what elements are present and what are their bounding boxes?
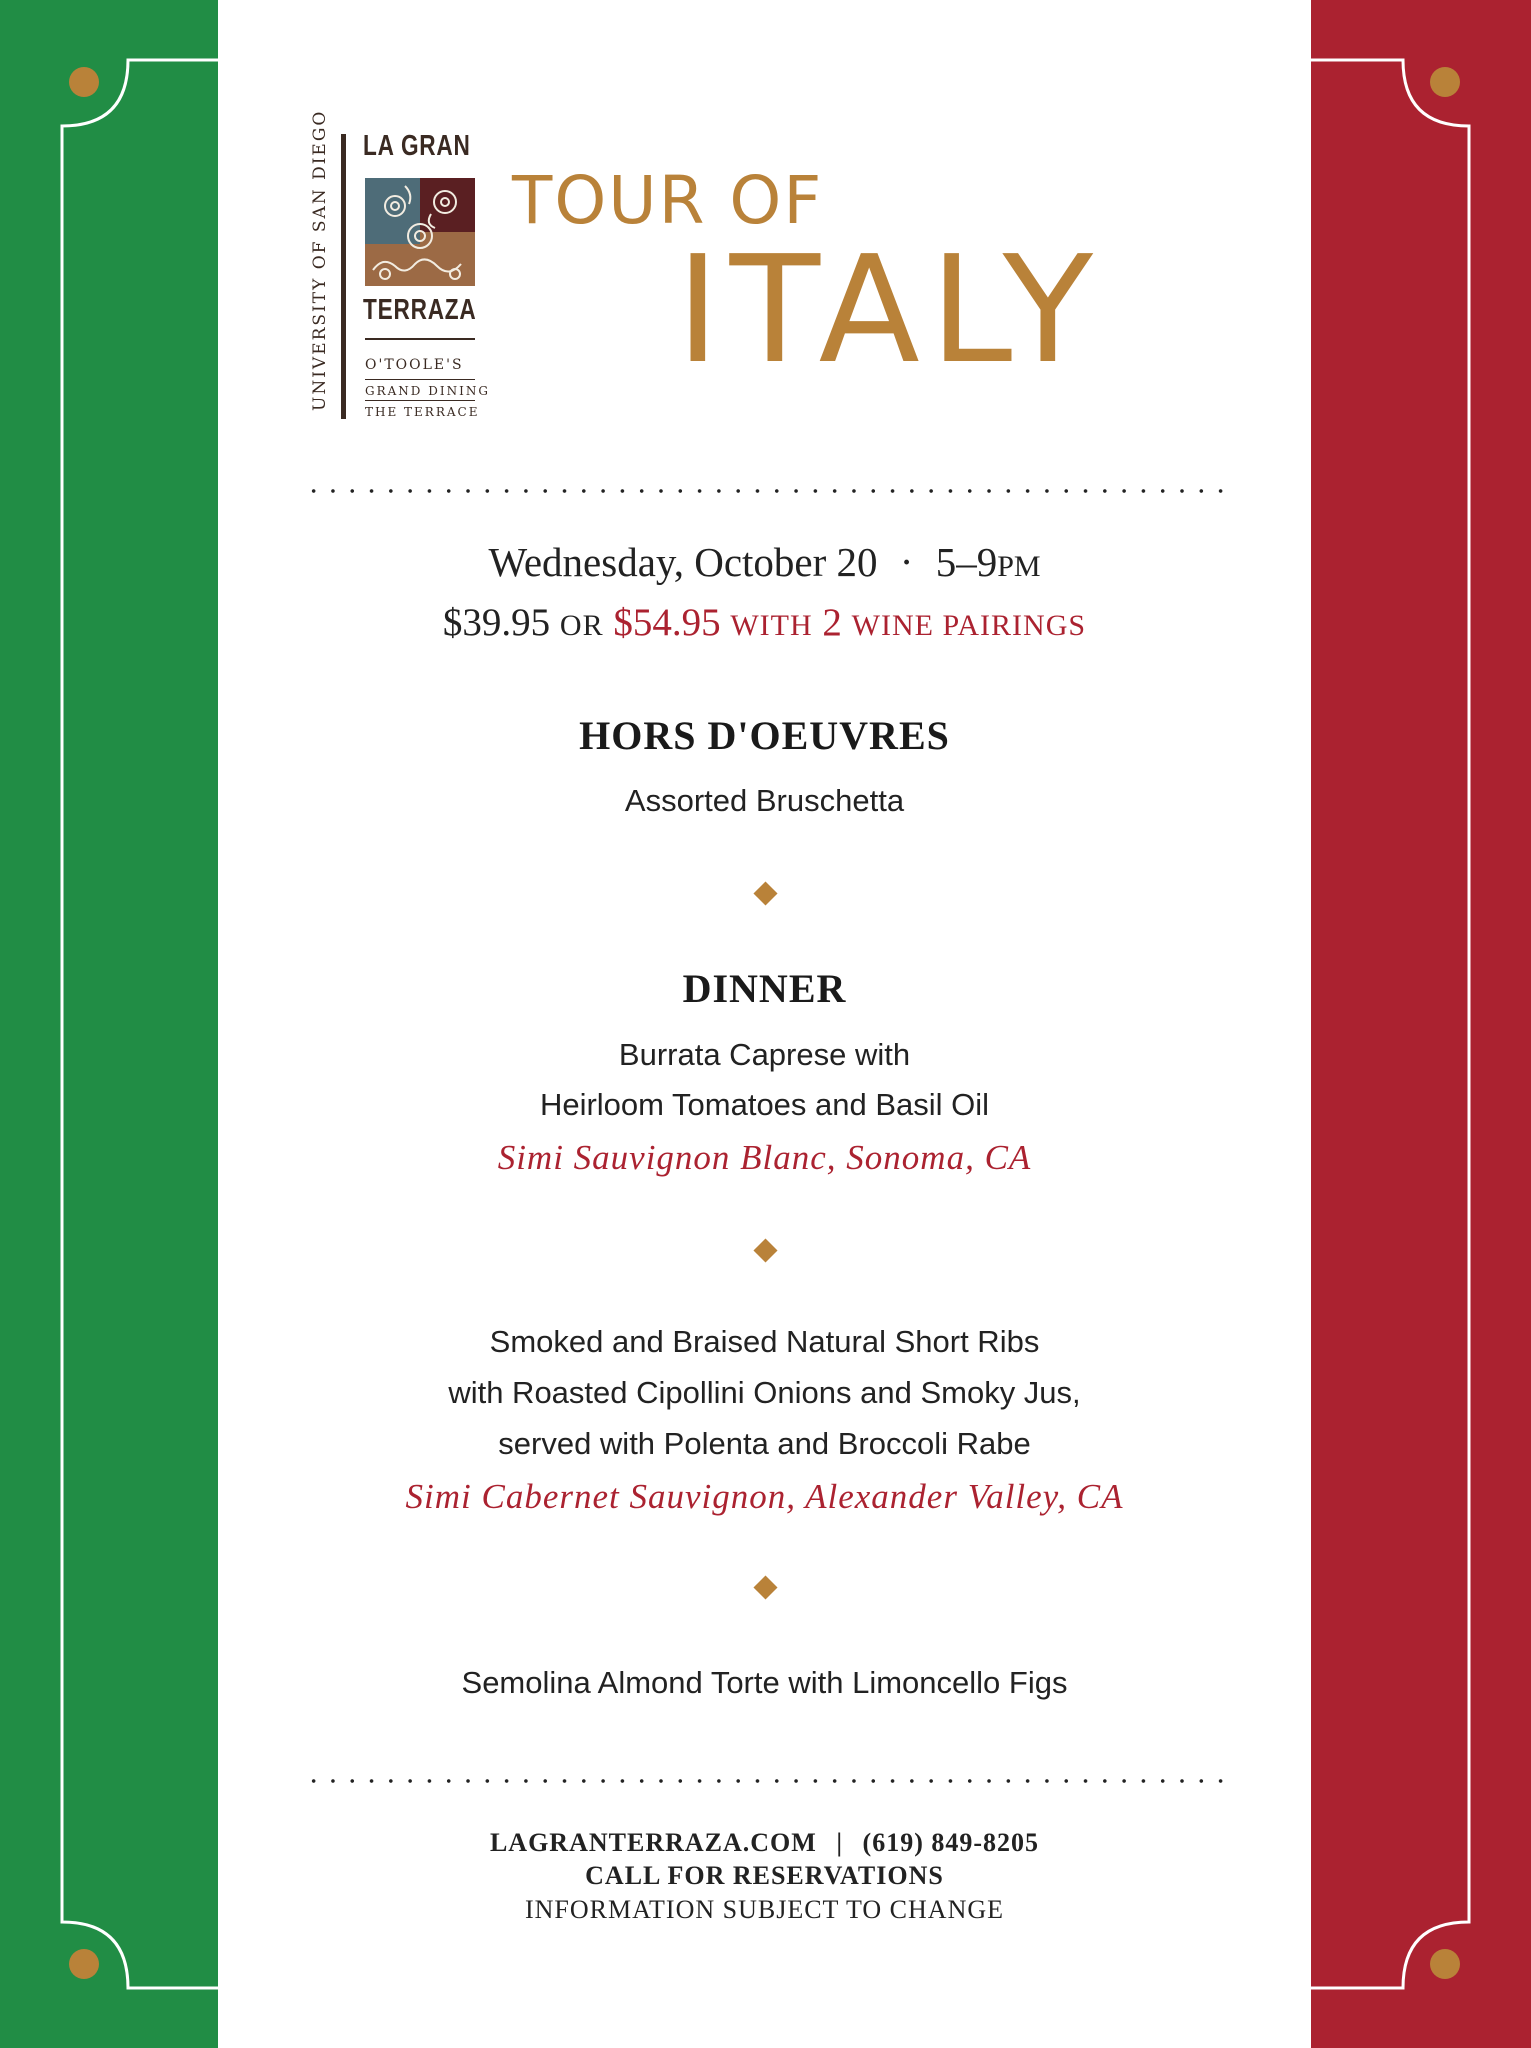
footer-contact-line <box>218 1828 1311 1858</box>
course1-line2: Heirloom Tomatoes and Basil Oil <box>539 1087 990 1122</box>
dotted-divider-top <box>304 489 1226 493</box>
hors-doeuvres-item: Assorted Bruschetta <box>624 783 905 818</box>
logo-vertical-bar <box>341 134 346 419</box>
event-time: 5–9 <box>935 539 998 585</box>
course1-line1: Burrata Caprese with <box>618 1037 911 1072</box>
footer-notice: INFORMATION SUBJECT TO CHANGE <box>525 1895 1004 1924</box>
course2-line3: served with Polenta and Broccoli Rabe <box>498 1426 1031 1461</box>
price-with-wine: $54.95 <box>613 601 721 644</box>
course2-wine: Simi Cabernet Sauvignon, Alexander Valley, CA <box>405 1477 1124 1516</box>
logo-sub-otooles: O'TOOLE'S <box>365 357 464 373</box>
price-or: OR <box>559 609 604 642</box>
hors-doeuvres-heading: HORS D'OEUVRES <box>579 713 950 758</box>
logo-sub-rule-2 <box>365 400 475 401</box>
footer-divider: | <box>836 1828 844 1857</box>
logo-vertical-text: UNIVERSITY OF SAN DIEGO <box>310 109 330 411</box>
logo-rule <box>365 338 475 340</box>
price-with: WITH <box>730 609 813 642</box>
course1-wine: Simi Sauvignon Blanc, Sonoma, CA <box>497 1138 1032 1177</box>
dessert-item: Semolina Almond Torte with Limoncello Figs <box>461 1665 1068 1700</box>
green-flag-band <box>0 0 218 2048</box>
red-flag-band <box>1311 0 1531 2048</box>
price-line <box>218 600 1311 645</box>
dotted-divider-bottom <box>304 1779 1226 1783</box>
price-base: $39.95 <box>442 601 551 644</box>
price-pairings: WINE PAIRINGS <box>851 609 1087 642</box>
event-date: Wednesday, October 20 <box>488 539 878 585</box>
la-gran-terraza-logo <box>305 109 490 428</box>
logo-sub-grand-dining: GRAND DINING <box>365 384 490 398</box>
dinner-heading: DINNER <box>682 966 847 1011</box>
logo-line1: LA GRAN <box>363 130 471 162</box>
diamond-ornament-1 <box>753 881 777 905</box>
course2-line1: Smoked and Braised Natural Short Ribs <box>489 1324 1040 1359</box>
footer-website[interactable]: LAGRANTERRAZA.COM <box>489 1828 817 1857</box>
logo-sub-rule-1 <box>365 379 475 380</box>
diamond-ornament-2 <box>753 1238 777 1262</box>
title-tour-of: TOUR OF <box>512 162 824 239</box>
event-time-suffix: PM <box>997 550 1041 583</box>
footer-phone[interactable]: (619) 849-8205 <box>862 1828 1040 1857</box>
logo-swirl-art <box>365 178 475 286</box>
footer-reservations: CALL FOR RESERVATIONS <box>585 1861 944 1890</box>
event-date-line <box>218 538 1311 586</box>
logo-sub-the-terrace: THE TERRACE <box>365 405 480 419</box>
logo-line2: TERRAZA <box>363 294 477 326</box>
title-italy: ITALY <box>676 224 1104 396</box>
price-pairing-count: 2 <box>822 601 842 644</box>
course2-line2: with Roasted Cipollini Onions and Smoky Jus, <box>448 1375 1081 1410</box>
event-separator: · <box>899 539 914 585</box>
diamond-ornament-3 <box>753 1575 777 1599</box>
